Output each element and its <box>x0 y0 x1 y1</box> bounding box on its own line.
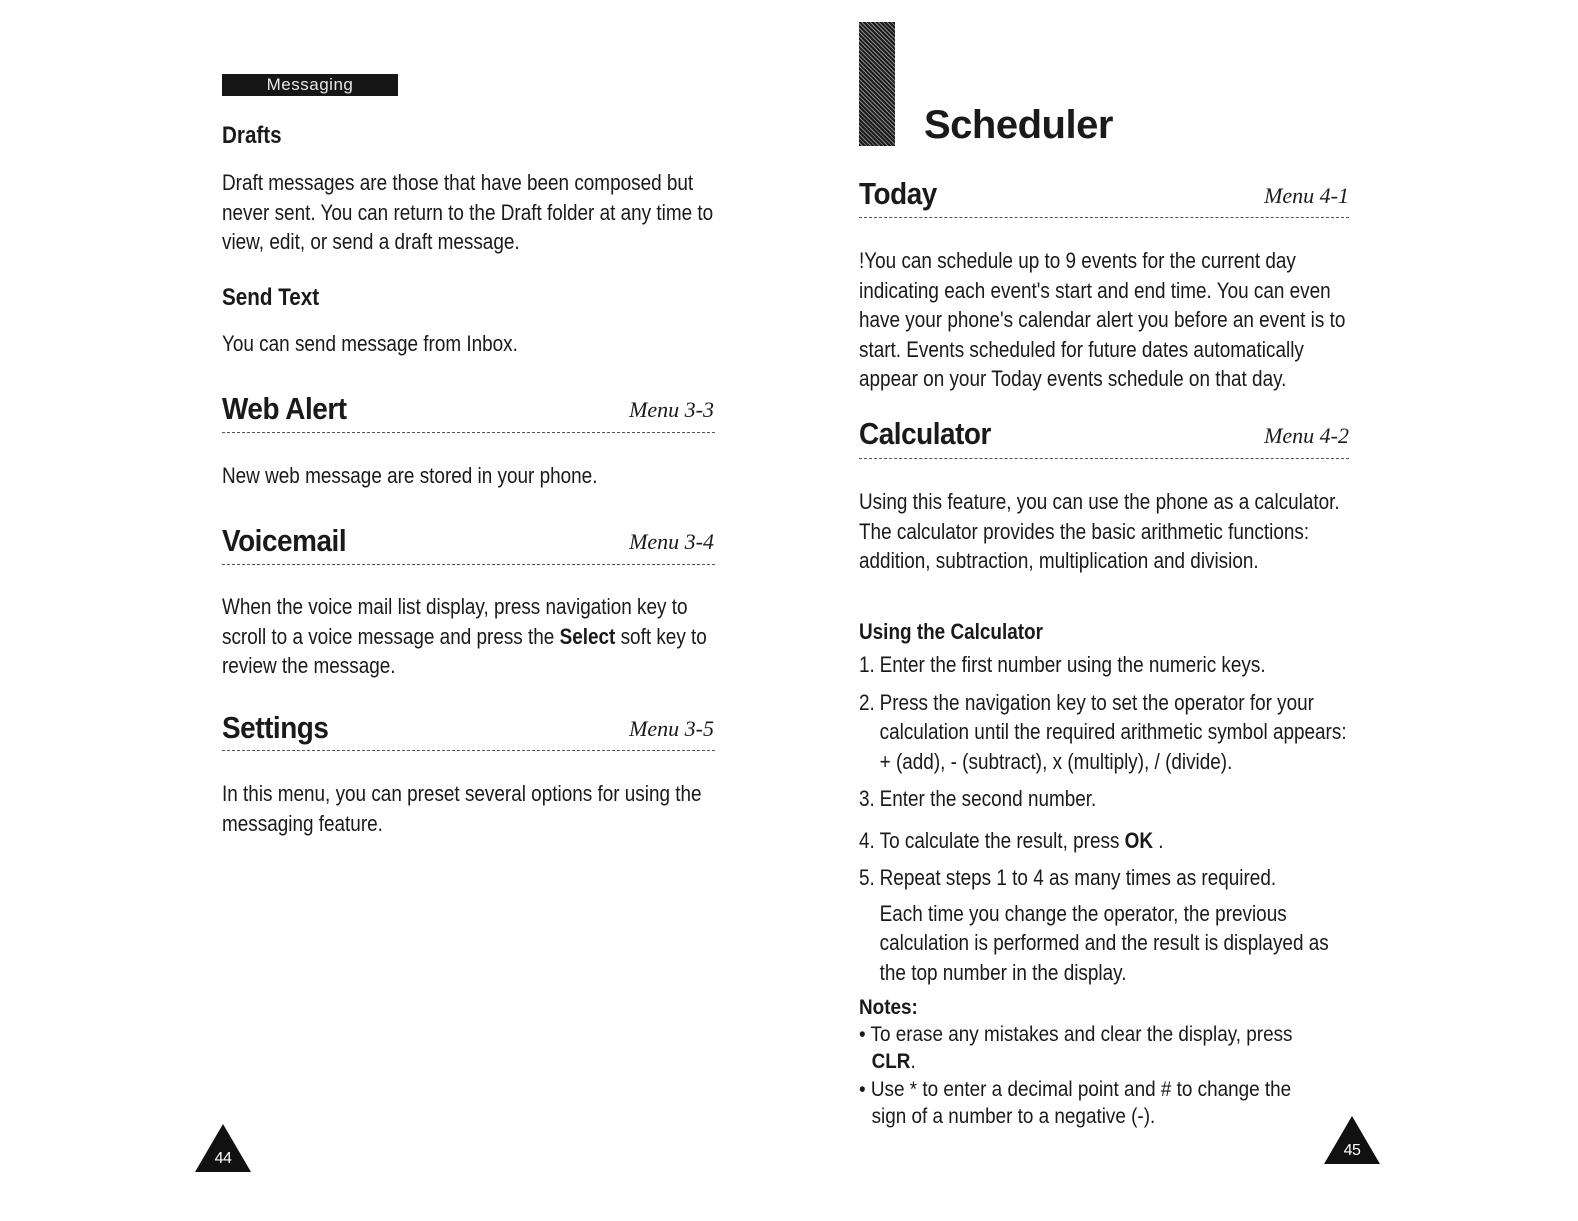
chapter-title: Scheduler <box>924 103 1113 147</box>
today-menu-ref: Menu 4-1 <box>1264 183 1349 208</box>
header-tab-messaging: Messaging <box>222 74 398 96</box>
settings-body: In this menu, you can preset several options for using the messaging feature. <box>222 781 702 836</box>
chapter-tab-bar <box>859 22 895 146</box>
send-text-body: You can send message from Inbox. <box>222 331 518 356</box>
page-number-right <box>1322 1114 1382 1166</box>
send-text-heading: Send Text <box>222 284 320 311</box>
voicemail-body <box>222 592 721 681</box>
calculator-title: Calculator <box>859 416 991 451</box>
step-1: 1. Enter the first number using the numeric keys. <box>859 652 1266 677</box>
notes-heading: Notes: <box>859 996 918 1019</box>
web-alert-rule <box>222 432 715 433</box>
today-body: !You can schedule up to 9 events for the current day indicating each event's start and end time. You can even have your phone's calendar alert you before an event is to start. Events scheduled for future dates automatically appear on your Today events schedule on that day. <box>859 248 1346 391</box>
settings-rule <box>222 750 715 751</box>
settings-title: Settings <box>222 710 329 745</box>
today-title: Today <box>859 176 937 211</box>
step-5: 5. Repeat steps 1 to 4 as many times as required. Each time you change the operator, the previous calculation is performed and the result is displayed as the top number in the display. <box>859 863 1358 987</box>
notes-block <box>859 994 1327 1131</box>
settings-menu-ref: Menu 3-5 <box>629 716 714 741</box>
using-calculator-heading: Using the Calculator <box>859 619 1043 644</box>
calculator-rule <box>859 458 1349 459</box>
drafts-body: Draft messages are those that have been composed but never sent. You can return to the Draft folder at any time to view, edit, or send a draft message. <box>222 170 714 254</box>
select-key-label: Select <box>559 623 616 649</box>
web-alert-body: New web message are stored in your phone. <box>222 463 598 488</box>
note-item: • Use * to enter a decimal point and # to change the sign of a number to a negative (-). <box>859 1078 1292 1128</box>
page-number-left <box>193 1122 253 1174</box>
voicemail-body-text: When the voice mail list display, press navigation key to scroll to a voice message and press the <box>222 594 688 649</box>
step-4: 4. To calculate the result, press OK . <box>859 827 1164 853</box>
step-3: 3. Enter the second number. <box>859 786 1097 811</box>
step-5-detail: Each time you change the operator, the previous calculation is performed and the result is displayed as the top number in the display. <box>879 900 1329 985</box>
today-rule <box>859 217 1349 218</box>
voicemail-body-text-end: soft key to review the message. <box>222 623 707 678</box>
drafts-heading: Drafts <box>222 122 282 149</box>
voicemail-rule <box>222 564 715 565</box>
step-2: 2. Press the navigation key to set the operator for your calculation until the required arithmetic symbol appears: + (add), - (subtract), x (multiply), / (divide). <box>859 689 1347 774</box>
calculator-menu-ref: Menu 4-2 <box>1264 423 1349 448</box>
voicemail-title: Voicemail <box>222 523 347 558</box>
clr-key-label: CLR <box>871 1050 911 1073</box>
voicemail-menu-ref: Menu 3-4 <box>629 529 714 554</box>
ok-key-label: OK <box>1124 827 1154 853</box>
calculator-body: Using this feature, you can use the phone as a calculator. The calculator provides the basic arithmetic functions: addition, subtraction, multiplication and division. <box>859 489 1340 573</box>
page-number-left-label: 44 <box>214 1150 232 1167</box>
note-item: • To erase any mistakes and clear the display, press CLR. <box>859 1023 1293 1073</box>
web-alert-title: Web Alert <box>222 391 347 426</box>
page-number-right-label: 45 <box>1343 1142 1361 1159</box>
web-alert-menu-ref: Menu 3-3 <box>629 397 714 422</box>
calculator-steps <box>859 650 1358 995</box>
